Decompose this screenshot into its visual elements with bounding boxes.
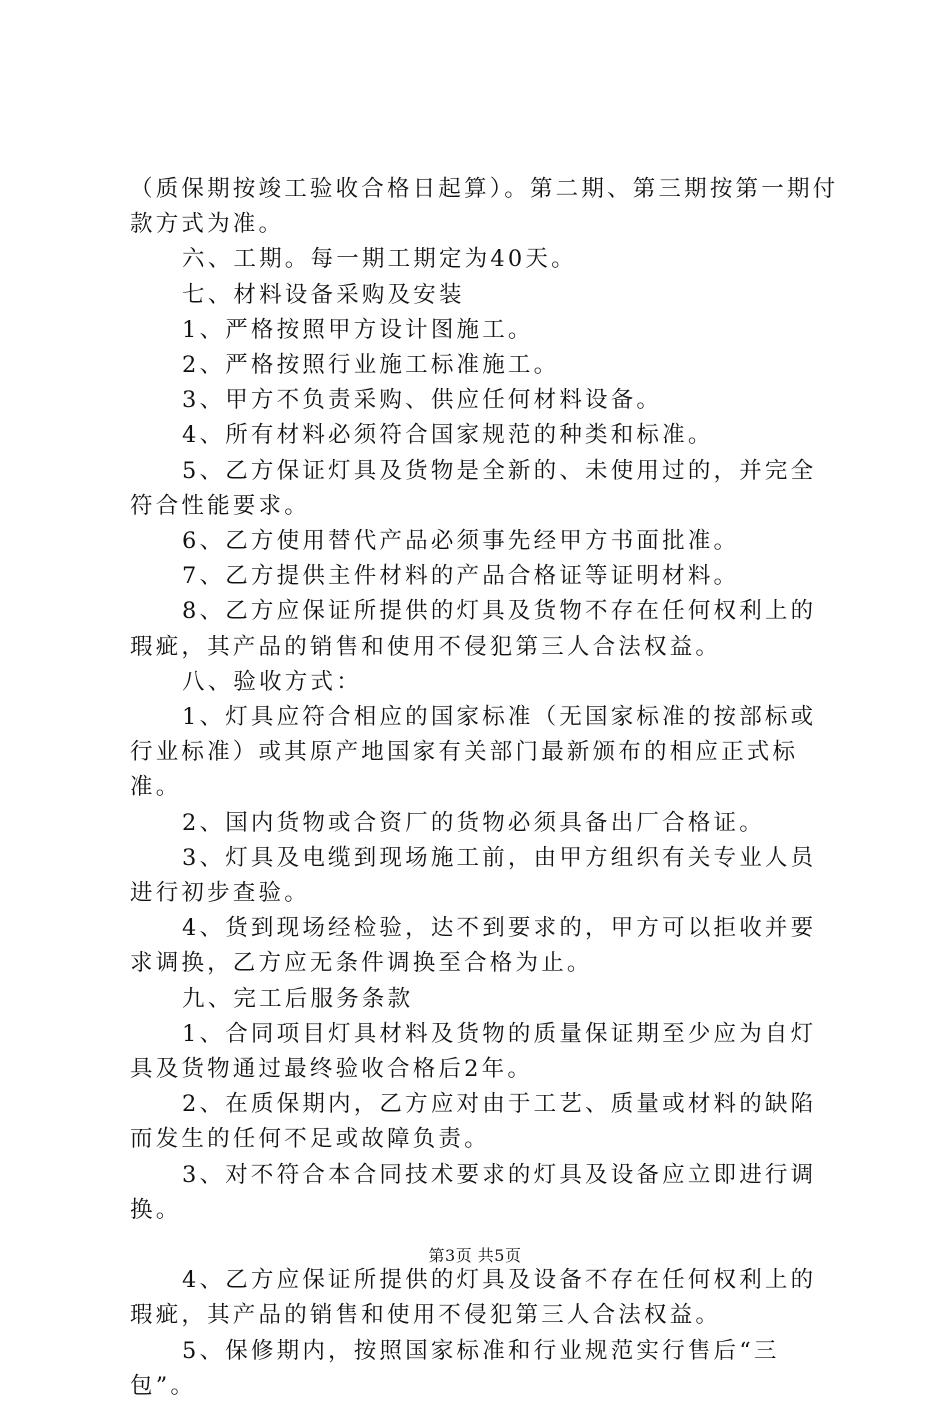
- page-number-footer: 第3页 共5页: [428, 1246, 522, 1265]
- heading-section-8: 八、验收方式：: [182, 668, 362, 695]
- paragraph-7-2: 2、严格按照行业施工标准施工。: [182, 352, 560, 379]
- paragraph-payment-continued: （质保期按竣工验收合格日起算）。第二期、第三期按第一期付款方式为准。: [130, 176, 839, 238]
- paragraph-9-3: 3、对不符合本合同技术要求的灯具及设备应立即进行调换。: [130, 1161, 817, 1223]
- paragraph-7-1: 1、严格按照甲方设计图施工。: [182, 316, 534, 343]
- paragraph-7-7: 7、乙方提供主件材料的产品合格证等证明材料。: [182, 563, 740, 590]
- heading-section-9: 九、完工后服务条款: [182, 985, 414, 1012]
- paragraph-7-3: 3、甲方不负责采购、供应任何材料设备。: [182, 387, 663, 414]
- paragraph-9-5: 5、保修期内，按照国家标准和行业规范实行售后“三包”。: [130, 1337, 780, 1399]
- paragraph-7-6: 6、乙方使用替代产品必须事先经甲方书面批准。: [182, 528, 740, 555]
- paragraph-9-1: 1、合同项目灯具材料及货物的质量保证期至少应为自灯具及货物通过最终验收合格后2年。: [130, 1020, 817, 1083]
- paragraph-7-8: 8、乙方应保证所提供的灯具及货物不存在任何权利上的瑕疵，其产品的销售和使用不侵犯第三人合法权益。: [130, 598, 817, 660]
- paragraph-8-2: 2、国内货物或合资厂的货物必须具备出厂合格证。: [182, 809, 765, 836]
- paragraph-8-3: 3、灯具及电缆到现场施工前，由甲方组织有关专业人员进行初步查验。: [130, 844, 817, 907]
- heading-section-7: 七、材料设备采购及安装: [182, 281, 465, 308]
- paragraph-8-4: 4、货到现场经检验，达不到要求的，甲方可以拒收并要求调换，乙方应无条件调换至合格为止。: [130, 915, 817, 977]
- paragraph-8-1: 1、灯具应符合相应的国家标准（无国家标准的按部标或行业标准）或其原产地国家有关部门最新颁布的相应正式标准。: [130, 704, 817, 801]
- paragraph-7-4: 4、所有材料必须符合国家规范的种类和标准。: [182, 422, 714, 449]
- document-body: [130, 172, 840, 1404]
- paragraph-7-5: 5、乙方保证灯具及货物是全新的、未使用过的，并完全符合性能要求。: [130, 457, 817, 519]
- paragraph-section-6-schedule: 六、工期。每一期工期定为40天。: [182, 246, 577, 273]
- paragraph-9-4: 4、乙方应保证所提供的灯具及设备不存在任何权利上的瑕疵，其产品的销售和使用不侵犯第三人合法权益。: [130, 1267, 817, 1329]
- paragraph-9-2: 2、在质保期内，乙方应对由于工艺、质量或材料的缺陷而发生的任何不足或故障负责。: [130, 1091, 817, 1153]
